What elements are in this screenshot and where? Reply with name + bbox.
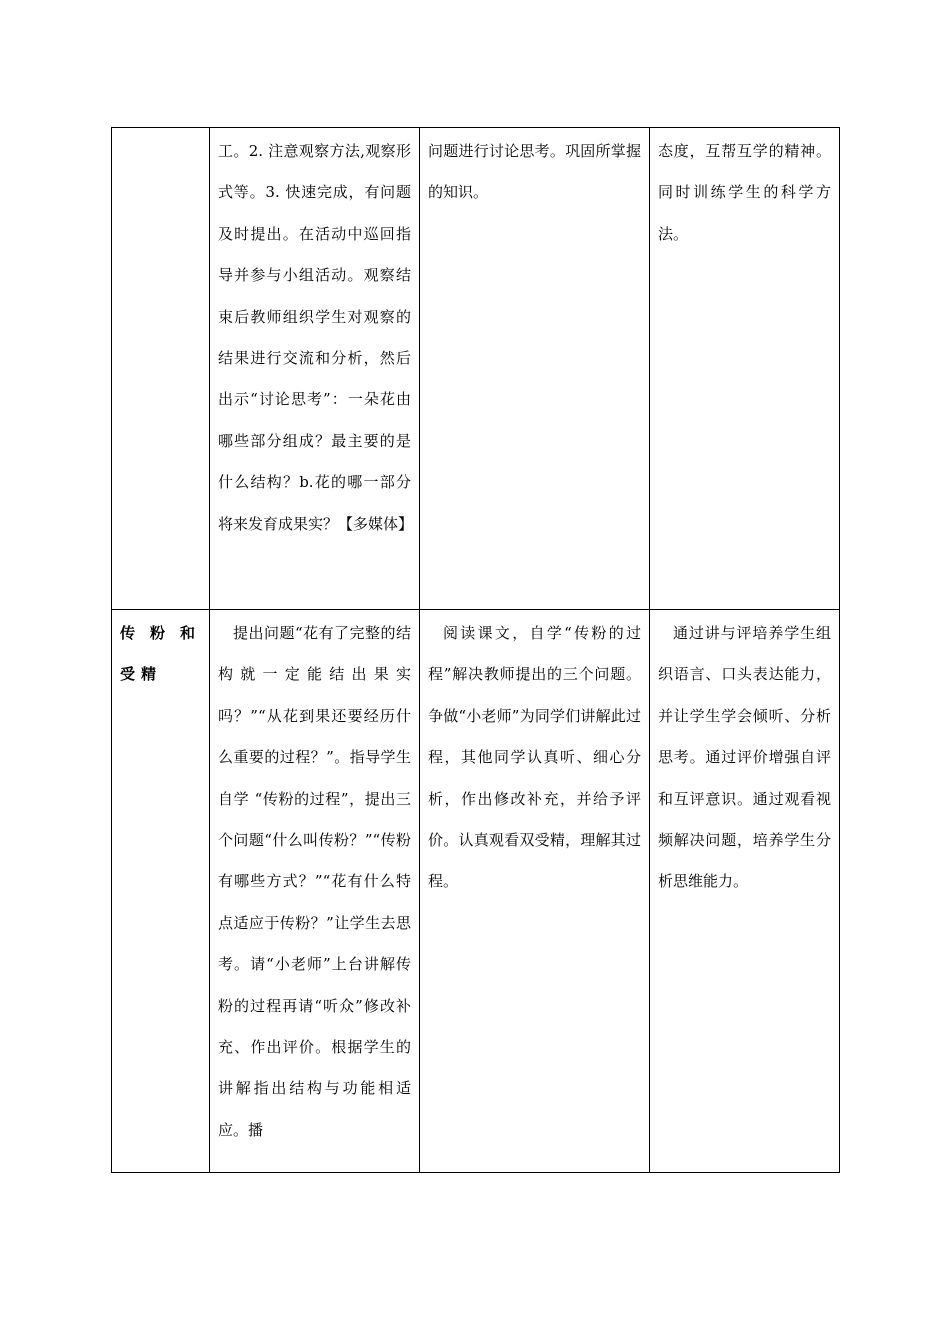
student-activity-text: 阅读课文，自学“传粉的过程”解决教师提出的三个问题。争做“小老师”为同学们讲解此过程，其他同学认真听、细心分析，作出修改补充，并给予评价。认真观看双受精，理解其过程。 bbox=[428, 624, 641, 891]
design-intent-text: 通过讲与评培养学生组织语言、口头表达能力，并让学生学会倾听、分析思考。通过评价增强自评和互评意识。通过观看视频解决问题，培养学生分析思维能力。 bbox=[658, 624, 831, 891]
teacher-activity-text: 工。2. 注意观察方法,观察形式等。3. 快速完成，有问题及时提出。在活动中巡回指导并参与小组活动。观察结束后教师组织学生对观察的结果进行交流和分析，然后出示“讨论思考”：一朵花由哪些部分组成？最主要的是什么结构？b.花的哪一部分将来发育成果实？【多媒体】 bbox=[218, 142, 414, 533]
design-intent-text: 态度，互帮互学的精神。 同时训练学生的科学方法。 bbox=[658, 142, 831, 243]
student-activity-cell bbox=[420, 128, 650, 610]
design-intent-cell bbox=[650, 610, 840, 1173]
stage-title: 传粉和受精 bbox=[120, 624, 201, 684]
teacher-activity-cell bbox=[210, 128, 420, 610]
table-row bbox=[112, 610, 840, 1173]
student-activity-text: 问题进行讨论思考。巩固所掌握的知识。 bbox=[428, 142, 641, 202]
student-activity-cell bbox=[420, 610, 650, 1173]
lesson-plan-table bbox=[111, 127, 840, 1173]
teacher-activity-cell bbox=[210, 610, 420, 1173]
teacher-activity-text: 提出问题“花有了完整的结构就一定能结出果实吗？”“从花到果还要经历什么重要的过程？”。指导学生自学 “传粉的过程”，提出三个问题“什么叫传粉？”“传粉有哪些方式？”“花有什么特点适应于传粉？”让学生去思考。请“小老师”上台讲解传粉的过程再请“听众”修改补充、作出评价。根据学生的讲解指出结构与功能相适应。播 bbox=[218, 624, 411, 1139]
stage-cell bbox=[112, 128, 210, 610]
table-row bbox=[112, 128, 840, 610]
design-intent-cell bbox=[650, 128, 840, 610]
stage-cell bbox=[112, 610, 210, 1173]
